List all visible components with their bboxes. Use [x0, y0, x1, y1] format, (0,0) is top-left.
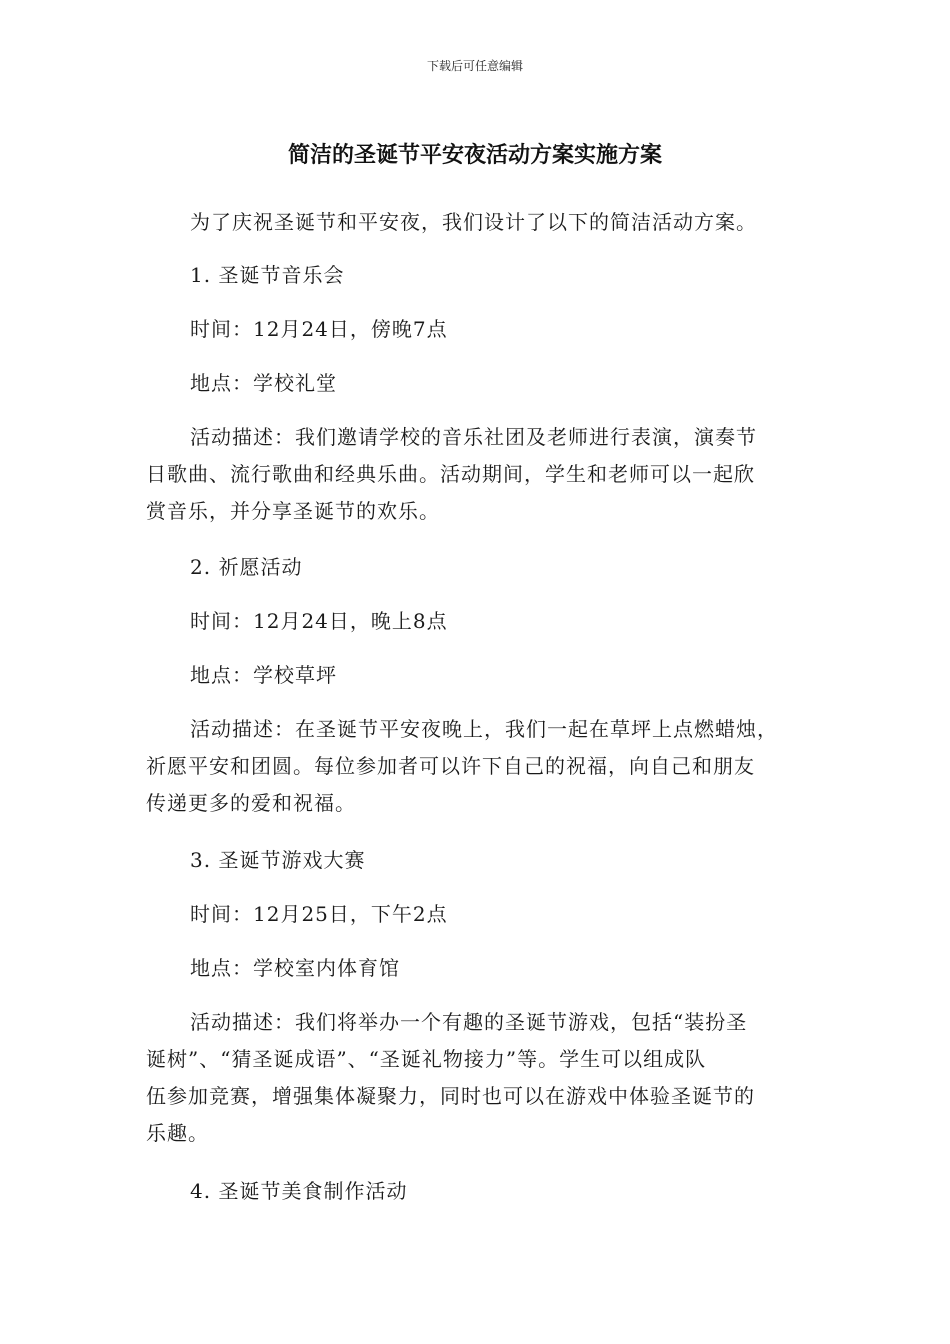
activity-1-description	[146, 419, 806, 530]
description-line: 活动描述：我们将举办一个有趣的圣诞节游戏，包括“装扮圣	[190, 1010, 748, 1034]
activity-3-place: 地点：学校室内体育馆	[190, 956, 400, 980]
activity-2-heading: 2. 祈愿活动	[190, 555, 303, 579]
document-title: 简洁的圣诞节平安夜活动方案实施方案	[287, 143, 662, 168]
description-line: 日歌曲、流行歌曲和经典乐曲。活动期间，学生和老师可以一起欣	[146, 462, 755, 486]
activity-3-time: 时间：12月25日，下午2点	[190, 902, 448, 926]
description-line: 赏音乐，并分享圣诞节的欢乐。	[146, 499, 440, 523]
activity-1-place: 地点：学校礼堂	[190, 371, 337, 395]
activity-4-heading: 4. 圣诞节美食制作活动	[190, 1179, 408, 1203]
activity-1-time: 时间：12月24日，傍晚7点	[190, 317, 448, 341]
description-line: 祈愿平安和团圆。每位参加者可以许下自己的祝福，向自己和朋友	[146, 754, 755, 778]
activity-2-time: 时间：12月24日，晚上8点	[190, 609, 448, 633]
description-line: 传递更多的爱和祝福。	[146, 791, 356, 815]
activity-1-heading: 1. 圣诞节音乐会	[190, 263, 345, 287]
activity-3-description	[146, 1004, 806, 1152]
page-header-note: 下载后可任意编辑	[426, 59, 523, 73]
intro-paragraph: 为了庆祝圣诞节和平安夜，我们设计了以下的简洁活动方案。	[190, 210, 757, 234]
description-line: 伍参加竞赛，增强集体凝聚力，同时也可以在游戏中体验圣诞节的	[146, 1084, 755, 1108]
activity-2-description	[146, 711, 806, 822]
description-line: 乐趣。	[146, 1121, 209, 1145]
description-line: 诞树”、“猜圣诞成语”、“圣诞礼物接力”等。学生可以组成队	[146, 1047, 707, 1071]
description-line: 活动描述：我们邀请学校的音乐社团及老师进行表演，演奏节	[190, 425, 757, 449]
description-line: 活动描述：在圣诞节平安夜晚上，我们一起在草坪上点燃蜡烛，	[190, 717, 778, 741]
activity-3-heading: 3. 圣诞节游戏大赛	[190, 848, 366, 872]
activity-2-place: 地点：学校草坪	[190, 663, 337, 687]
